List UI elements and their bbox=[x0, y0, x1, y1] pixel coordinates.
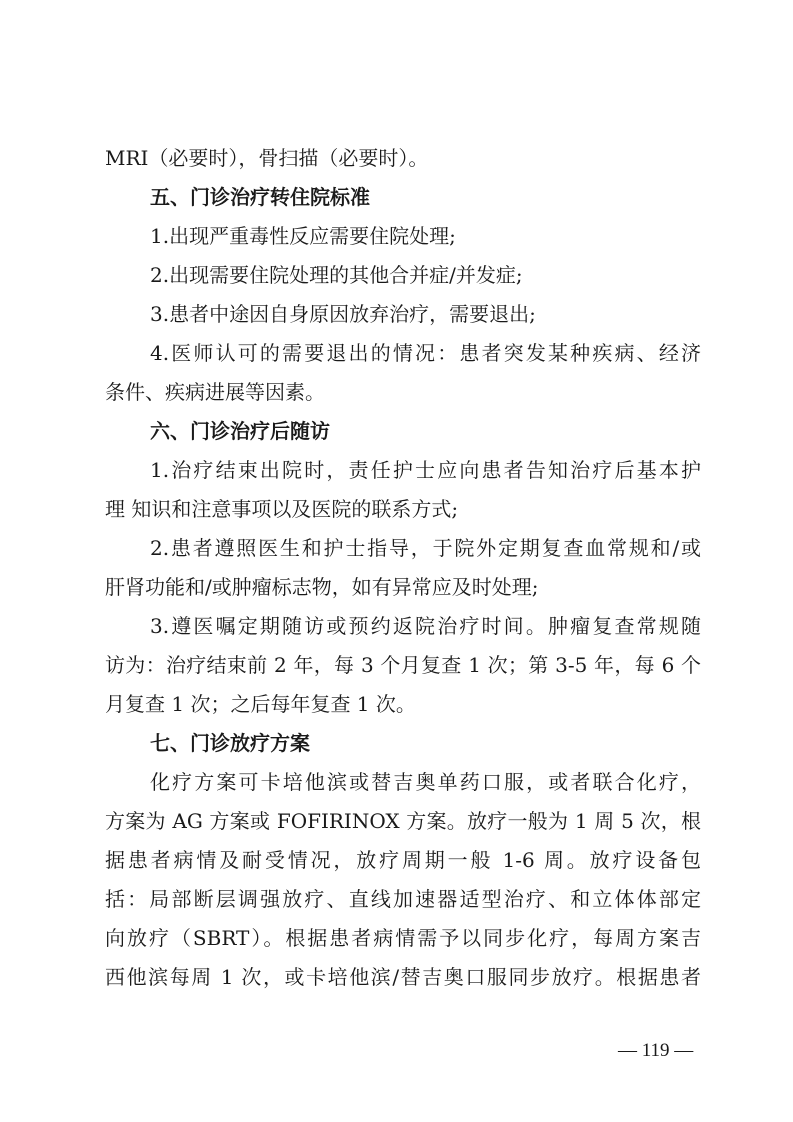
list-item: 1.出现严重毒性反应需要住院处理; bbox=[150, 224, 456, 248]
list-item: 2.患者遵照医生和护士指导，于院外定期复查血常规和/或 bbox=[150, 536, 701, 560]
text-line: 向放疗（SBRT）。根据患者病情需予以同步化疗，每周方案吉 bbox=[105, 926, 701, 950]
list-item: 4.医师认可的需要退出的情况：患者突发某种疾病、经济 bbox=[150, 341, 701, 365]
page-number: — 119 — bbox=[618, 1040, 694, 1061]
section-heading-6: 六、门诊治疗后随访 bbox=[150, 419, 330, 443]
list-item: 3.患者中途因自身原因放弃治疗，需要退出; bbox=[150, 302, 536, 326]
text-line: 理 知识和注意事项以及医院的联系方式; bbox=[105, 497, 459, 521]
text-line: 月复查 1 次；之后每年复查 1 次。 bbox=[105, 692, 416, 716]
list-item: 2.出现需要住院处理的其他合并症/并发症; bbox=[150, 263, 523, 287]
text-line: MRI（必要时），骨扫描（必要时）。 bbox=[105, 146, 429, 170]
section-heading-7: 七、门诊放疗方案 bbox=[150, 731, 310, 755]
text-line: 肝肾功能和/或肿瘤标志物，如有异常应及时处理; bbox=[105, 575, 539, 599]
section-heading-5: 五、门诊治疗转住院标准 bbox=[150, 185, 370, 209]
list-item: 1.治疗结束出院时，责任护士应向患者告知治疗后基本护 bbox=[150, 458, 701, 482]
list-item: 3.遵医嘱定期随访或预约返院治疗时间。肿瘤复查常规随 bbox=[150, 614, 701, 638]
text-line: 访为：治疗结束前 2 年，每 3 个月复查 1 次；第 3-5 年，每 6 个 bbox=[105, 653, 701, 677]
text-line: 西他滨每周 1 次，或卡培他滨/替吉奥口服同步放疗。根据患者 bbox=[105, 965, 701, 989]
text-line: 据患者病情及耐受情况，放疗周期一般 1-6 周。放疗设备包 bbox=[105, 848, 701, 872]
text-line: 括：局部断层调强放疗、直线加速器适型治疗、和立体体部定 bbox=[105, 887, 701, 911]
paragraph-line: 化疗方案可卡培他滨或替吉奥单药口服，或者联合化疗， bbox=[150, 770, 701, 794]
text-line: 方案为 AG 方案或 FOFIRINOX 方案。放疗一般为 1 周 5 次，根 bbox=[105, 809, 701, 833]
document-body bbox=[105, 139, 701, 997]
text-line: 条件、疾病进展等因素。 bbox=[105, 380, 325, 404]
